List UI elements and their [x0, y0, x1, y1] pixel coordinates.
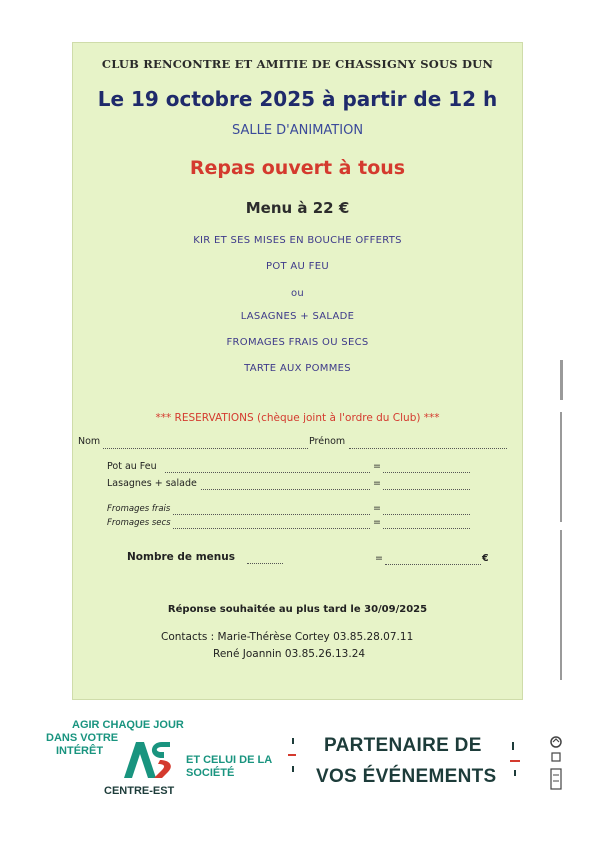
- slogan-line-2: DANS VOTRE: [46, 732, 119, 744]
- total-price-field[interactable]: [385, 564, 481, 565]
- reservation-heading: *** RESERVATIONS (chèque joint à l'ordre du Club) ***: [155, 412, 440, 424]
- sparkle-right-icon: [508, 740, 522, 780]
- contacts-line-1: Contacts : Marie-Thérèse Cortey 03.85.28.07.11: [161, 631, 414, 643]
- equals-sign: =: [373, 478, 381, 489]
- partner-line-1: PARTENAIRE DE: [324, 735, 482, 756]
- fromages-frais-label: Fromages frais: [107, 504, 171, 514]
- venue: SALLE D'ANIMATION: [231, 123, 364, 138]
- menu-item: POT AU FEU: [266, 261, 329, 272]
- fromages-secs-total-field[interactable]: [383, 528, 470, 529]
- euro-sign: €: [482, 553, 489, 564]
- menu-item: KIR ET SES MISES EN BOUCHE OFFERTS: [193, 235, 402, 246]
- partner-line-2: VOS ÉVÉNEMENTS: [316, 766, 497, 787]
- fromages-frais-qty-field[interactable]: [173, 514, 370, 515]
- menu-item: FROMAGES FRAIS OU SECS: [226, 337, 369, 348]
- ca-logo-icon: [120, 736, 180, 782]
- slogan-line-1: AGIR CHAQUE JOUR: [72, 719, 184, 731]
- bank-region: CENTRE-EST: [104, 785, 175, 797]
- slogan-line-5: SOCIÉTÉ: [186, 767, 235, 779]
- contacts-line-2: René Joannin 03.85.26.13.24: [213, 648, 366, 660]
- fromages-secs-label: Fromages secs: [107, 518, 171, 528]
- slogan-line-3: INTÉRÊT: [56, 745, 104, 757]
- prenom-label: Prénom: [309, 436, 346, 447]
- legal-fine-print: [548, 360, 576, 690]
- menu-item: ou: [290, 288, 305, 299]
- response-deadline: Réponse souhaitée au plus tard le 30/09/2025: [167, 604, 428, 615]
- lasagnes-total-field[interactable]: [383, 489, 470, 490]
- menu-item: LASAGNES + SALADE: [240, 311, 355, 322]
- nom-field[interactable]: [103, 448, 308, 449]
- equals-sign: =: [373, 517, 381, 528]
- sparkle-left-icon: [288, 736, 296, 776]
- event-date: Le 19 octobre 2025 à partir de 12 h: [97, 87, 498, 111]
- recycle-icon: [549, 735, 563, 793]
- club-name: CLUB RENCONTRE ET AMITIE DE CHASSIGNY SOUS DUN: [101, 57, 494, 71]
- equals-sign: =: [373, 503, 381, 514]
- equals-sign: =: [375, 553, 383, 564]
- pot-au-feu-total-field[interactable]: [383, 472, 470, 473]
- nom-label: Nom: [78, 436, 101, 447]
- nombre-menus-field[interactable]: [247, 563, 283, 564]
- nombre-menus-label: Nombre de menus: [127, 551, 235, 563]
- lasagnes-label: Lasagnes + salade: [107, 478, 197, 489]
- event-flyer: [72, 42, 523, 700]
- slogan-line-4: ET CELUI DE LA: [186, 754, 273, 766]
- pot-au-feu-label: Pot au Feu: [107, 461, 157, 472]
- equals-sign: =: [373, 461, 381, 472]
- fromages-secs-qty-field[interactable]: [173, 528, 370, 529]
- lasagnes-qty-field[interactable]: [201, 489, 370, 490]
- credit-agricole-logo: [120, 736, 180, 782]
- pot-au-feu-qty-field[interactable]: [165, 472, 370, 473]
- fromages-frais-total-field[interactable]: [383, 514, 470, 515]
- menu-price: Menu à 22 €: [245, 199, 350, 217]
- recycling-icons: [549, 735, 563, 793]
- menu-item: TARTE AUX POMMES: [244, 363, 351, 374]
- headline: Repas ouvert à tous: [189, 157, 406, 179]
- prenom-field[interactable]: [349, 448, 507, 449]
